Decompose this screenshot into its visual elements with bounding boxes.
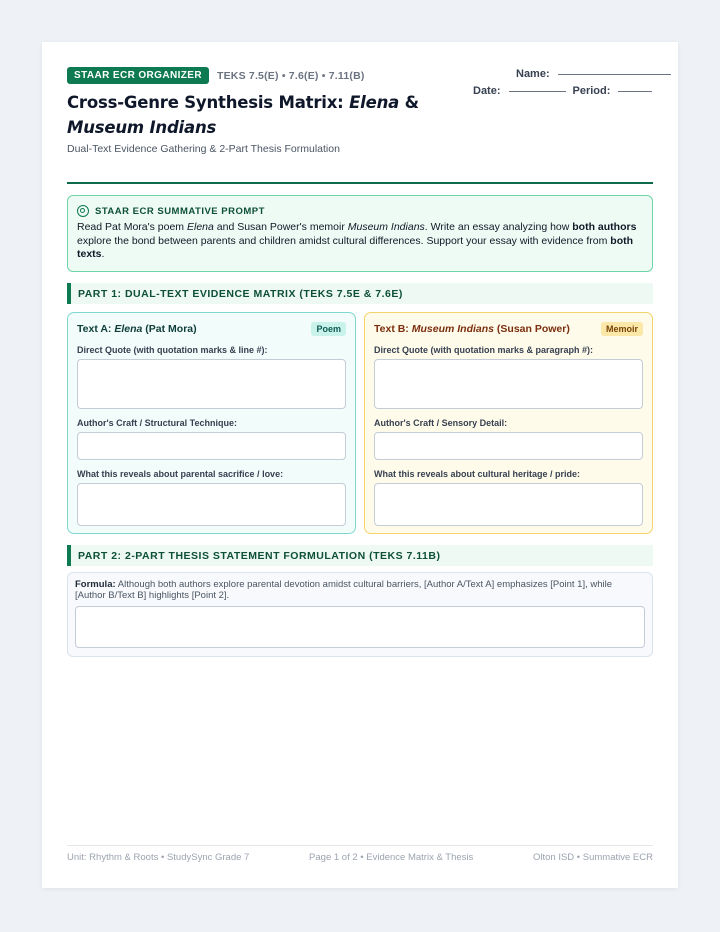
footer-unit: Unit: Rhythm & Roots • StudySync Grade 7 — [67, 852, 250, 863]
target-icon — [77, 205, 89, 217]
teks-standards: TEKS 7.5(E) • 7.6(E) • 7.11(B) — [216, 69, 365, 82]
thesis-answer-box[interactable] — [75, 606, 645, 648]
memoir-tag: Memoir — [601, 322, 643, 336]
name-label: Name: — [516, 68, 550, 80]
title-amp: & — [399, 93, 419, 112]
date-line[interactable] — [509, 91, 566, 92]
thesis-box — [67, 572, 653, 657]
text-a-reveal-label: What this reveals about parental sacrifice / love: — [77, 469, 284, 479]
text-b-quote-label: Direct Quote (with quotation marks & paragraph #): — [374, 345, 594, 355]
text-b-craft-label: Author's Craft / Sensory Detail: — [374, 418, 508, 428]
text-b-column — [364, 312, 653, 534]
thesis-formula: Formula: Although both authors explore parental devotion amidst cultural barriers, [Author A/Text A] emphasizes [Point 1], while [Author B/Text B] highlights [Point 2]. — [75, 579, 613, 601]
part1-heading: PART 1: DUAL-TEXT EVIDENCE MATRIX (TEKS 7.5E & 7.6E) — [67, 283, 653, 304]
text-a-column — [67, 312, 356, 534]
prompt-text: Read Pat Mora's poem Elena and Susan Power's memoir Museum Indians. Write an essay analyzing how both authors explore the bond between parents and children amidst cultural differences. Support your essay with evidence from both texts. — [77, 221, 637, 260]
poem-tag: Poem — [311, 322, 346, 336]
title-prefix: Cross-Genre Synthesis Matrix: — [67, 93, 350, 112]
ecr-prompt-box — [67, 195, 653, 272]
text-a-craft-label: Author's Craft / Structural Technique: — [77, 418, 237, 428]
prompt-heading: STAAR ECR SUMMATIVE PROMPT — [95, 205, 265, 217]
text-b-reveal-label: What this reveals about cultural heritage / pride: — [374, 469, 581, 479]
text-a-quote-label: Direct Quote (with quotation marks & line #): — [77, 345, 268, 355]
text-b-reveal-box[interactable] — [374, 483, 643, 526]
period-line[interactable] — [618, 91, 652, 92]
period-label: Period: — [572, 85, 611, 97]
text-b-title: Text B: Museum Indians (Susan Power) — [374, 323, 570, 335]
title-text-b: Museum Indians — [67, 118, 217, 137]
worksheet-header — [67, 67, 653, 184]
title-text-a: Elena — [349, 93, 400, 112]
evidence-matrix — [67, 312, 653, 534]
part2-heading: PART 2: 2-PART THESIS STATEMENT FORMULATION (TEKS 7.11B) — [67, 545, 653, 566]
text-a-craft-box[interactable] — [77, 432, 346, 460]
footer-district: Olton ISD • Summative ECR — [532, 852, 653, 863]
text-a-quote-box[interactable] — [77, 359, 346, 409]
text-a-reveal-box[interactable] — [77, 483, 346, 526]
text-a-title: Text A: Elena (Pat Mora) — [77, 323, 197, 335]
page-title — [67, 90, 467, 140]
page-subtitle: Dual-Text Evidence Gathering & 2-Part Thesis Formulation — [67, 143, 340, 155]
page-footer — [67, 845, 653, 863]
footer-page: Page 1 of 2 • Evidence Matrix & Thesis — [309, 852, 474, 863]
name-line[interactable] — [558, 74, 671, 75]
worksheet-page — [42, 42, 678, 888]
organizer-badge: STAAR ECR ORGANIZER — [67, 67, 209, 84]
date-label: Date: — [473, 85, 501, 97]
text-b-craft-box[interactable] — [374, 432, 643, 460]
text-b-quote-box[interactable] — [374, 359, 643, 409]
